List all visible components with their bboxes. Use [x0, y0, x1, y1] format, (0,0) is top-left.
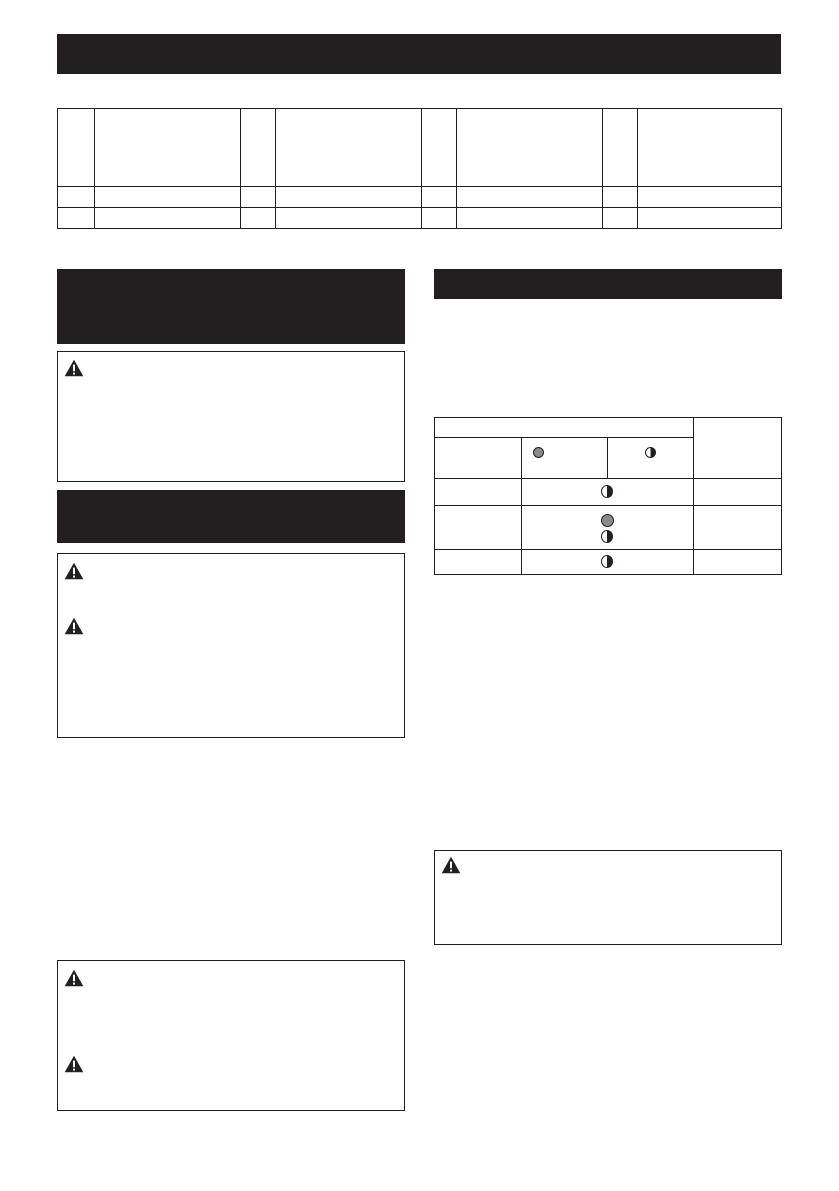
indicator-cell: [521, 438, 608, 479]
lamp-on-icon: [601, 514, 614, 527]
indicator-table-row: [435, 506, 782, 550]
warning-box-2: [57, 553, 405, 738]
indicator-table-row: [435, 550, 782, 575]
spec-cell: [457, 187, 603, 208]
warning-icon: [64, 562, 84, 580]
lamp-blinking-icon: [601, 530, 613, 543]
indicator-cell: [435, 438, 522, 479]
spec-table-row: [58, 187, 782, 208]
spec-cell: [603, 109, 638, 187]
spec-table-header-row: [58, 109, 782, 187]
spec-cell: [275, 109, 422, 187]
indicator-cell: [521, 506, 694, 550]
right-section-title: [434, 269, 782, 283]
indicator-cell: [694, 506, 782, 550]
spec-cell: [638, 187, 782, 208]
spec-cell: [603, 208, 638, 229]
indicator-cell: [435, 550, 522, 575]
indicator-table-header-row: [435, 418, 782, 438]
warning-box-right: [434, 850, 782, 945]
header-bar: [57, 34, 781, 74]
warning-box-1: [57, 351, 405, 482]
indicator-table-row: [435, 479, 782, 506]
warning-icon: [441, 856, 461, 874]
lamp-blinking-icon: [645, 447, 656, 458]
indicator-cell: [694, 550, 782, 575]
spec-cell: [58, 187, 95, 208]
spec-cell: [275, 187, 422, 208]
warning-icon: [64, 969, 84, 987]
section-1-title: [57, 269, 405, 289]
lamp-on-icon: [533, 447, 544, 458]
right-body-text: [434, 590, 782, 840]
spec-cell: [457, 208, 603, 229]
indicator-cell: [435, 479, 522, 506]
left-body-text: [57, 750, 405, 950]
indicator-cell: [694, 479, 782, 506]
spec-cell: [638, 109, 782, 187]
spec-cell: [275, 208, 422, 229]
spec-cell: [457, 109, 603, 187]
spec-cell: [240, 208, 275, 229]
indicator-cell: [435, 506, 522, 550]
spec-cell: [422, 109, 457, 187]
indicator-cell: [608, 438, 694, 479]
warning-icon: [64, 617, 84, 635]
spec-cell: [240, 187, 275, 208]
spec-cell: [603, 187, 638, 208]
indicator-cell: [521, 550, 694, 575]
indicator-table: [434, 417, 782, 575]
section-2-header: [57, 490, 405, 543]
section-2-title: [57, 490, 405, 510]
lamp-blinking-icon: [601, 555, 613, 568]
lamp-blinking-icon: [601, 485, 613, 498]
spec-cell: [94, 187, 240, 208]
spec-cell: [94, 109, 240, 187]
indicator-header-cell: [435, 418, 694, 438]
right-intro-text: [434, 310, 782, 405]
header-title: [57, 34, 781, 58]
spec-cell: [422, 208, 457, 229]
spec-cell: [422, 187, 457, 208]
spec-cell: [240, 109, 275, 187]
spec-table: [57, 108, 782, 229]
spec-cell: [94, 208, 240, 229]
right-section-header: [434, 269, 782, 299]
spec-table-row: [58, 208, 782, 229]
warning-box-3: [57, 960, 405, 1111]
warning-icon: [64, 1055, 84, 1073]
spec-cell: [638, 208, 782, 229]
section-1-header: [57, 269, 405, 344]
spec-cell: [58, 109, 95, 187]
spec-cell: [58, 208, 95, 229]
indicator-header-cell: [694, 418, 782, 479]
indicator-cell: [521, 479, 694, 506]
warning-icon: [64, 359, 84, 377]
